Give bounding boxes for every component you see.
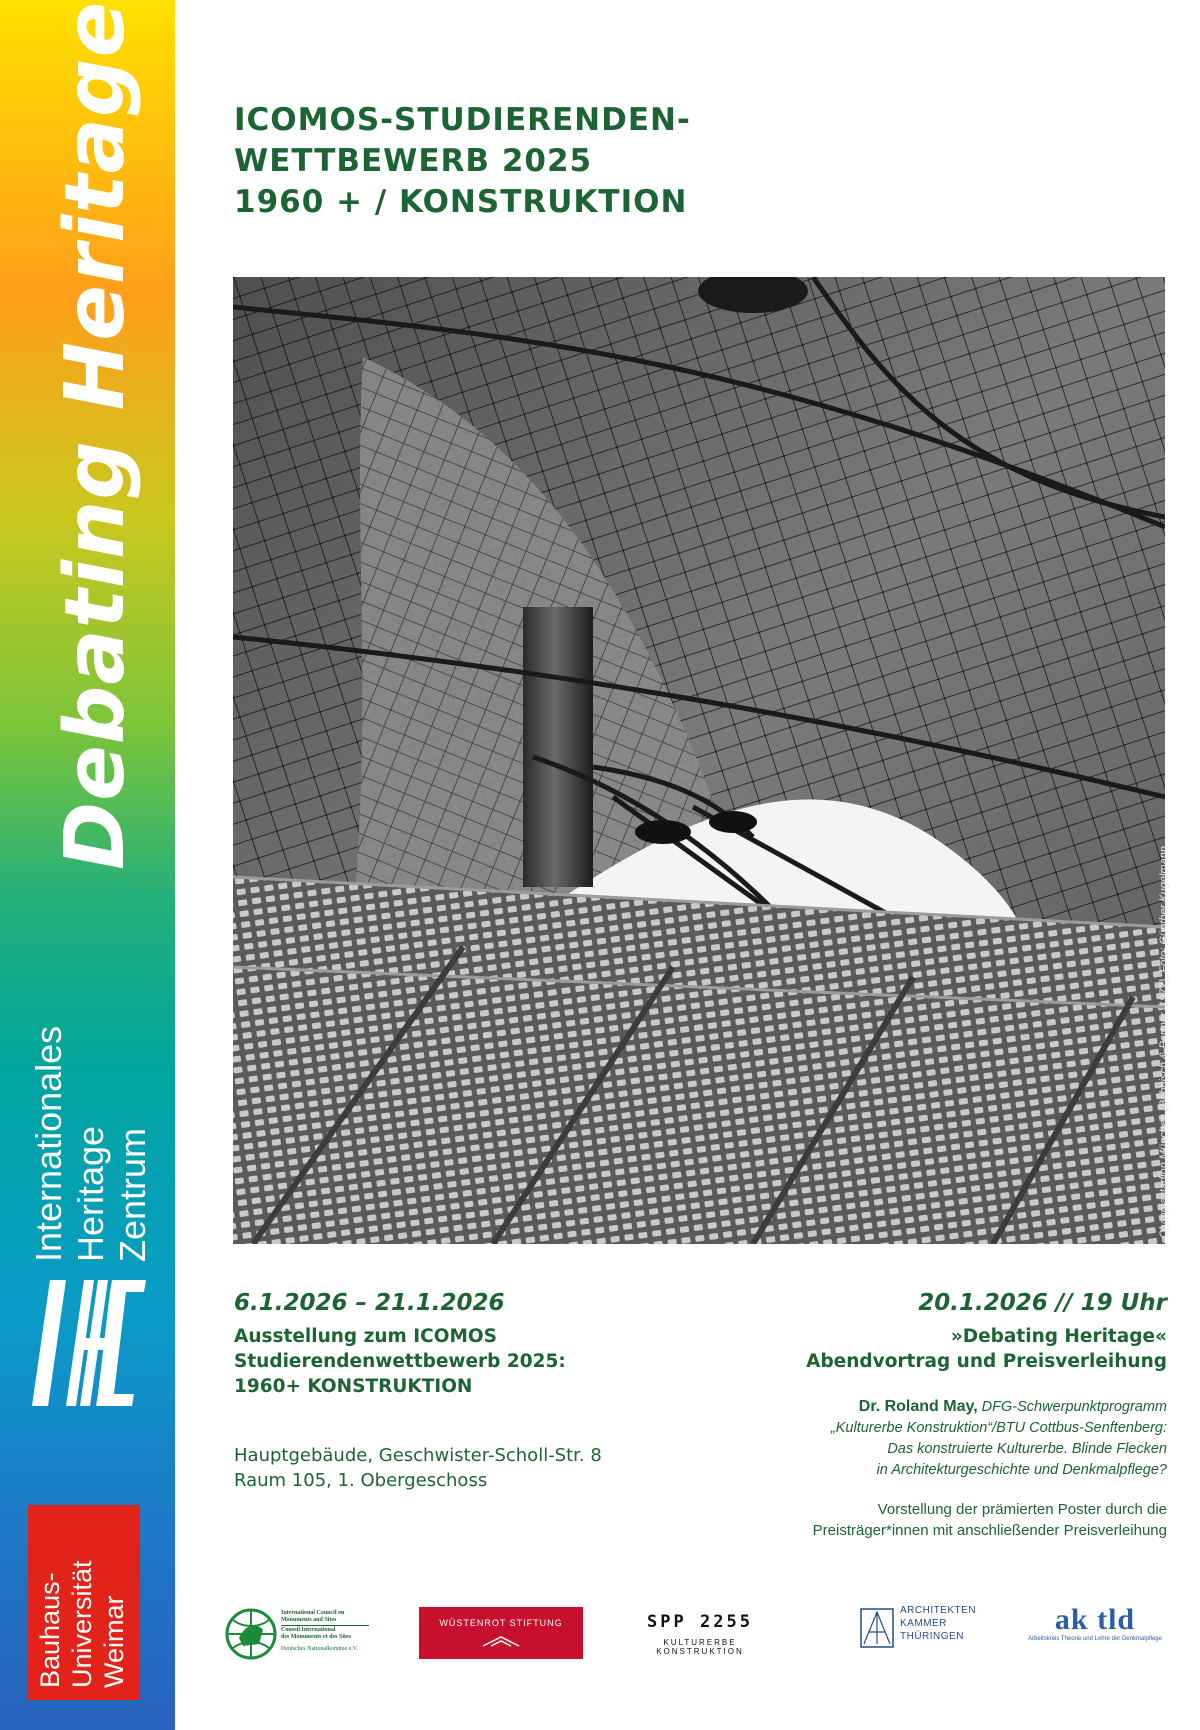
header-line-1: ICOMOS-STUDIERENDEN- <box>234 102 691 138</box>
exhibition-location-line-1: Hauptgebäude, Geschwister-Scholl-Str. 8 <box>234 1445 602 1466</box>
bauhaus-line-3: Weimar <box>99 1595 129 1688</box>
spp-2255-logo <box>620 1612 780 1656</box>
bauhaus-line-2: Universität <box>67 1560 97 1688</box>
speaker-affiliation-2: „Kulturerbe Konstruktion“/BTU Cottbus-Senftenberg: <box>830 1420 1167 1436</box>
header-line-3: 1960 + / KONSTRUKTION <box>234 184 688 220</box>
akt-line-1: ARCHITEKTEN <box>900 1605 977 1616</box>
exhibition-title-line-3: 1960+ KONSTRUKTION <box>234 1376 473 1397</box>
sponsor-logos <box>220 1600 1180 1690</box>
icomos-text-5: Deutsches Nationalkomitee e.V. <box>281 1646 358 1652</box>
competition-header <box>234 100 691 223</box>
icomos-text-3: Conseil International <box>281 1627 336 1633</box>
exhibition-title-line-2: Studierendenwettbewerb 2025: <box>234 1351 566 1372</box>
aktld-logo <box>1020 1604 1170 1664</box>
lecture-title-line-1: »Debating Heritage« <box>950 1326 1167 1347</box>
talk-title-line-2 <box>607 1460 1167 1481</box>
icomos-logo <box>223 1608 373 1660</box>
icomos-text-2: Monuments and Sites <box>281 1617 337 1623</box>
exhibition-date: 6.1.2026 – 21.1.2026 <box>234 1290 505 1316</box>
architektenkammer-icon <box>860 1608 894 1648</box>
lecture-title-line-2: Abendvortrag und Preisverleihung <box>806 1351 1167 1372</box>
icomos-text-4: des Monuments et des Sites <box>281 1634 351 1640</box>
speaker-affiliation-1: DFG-Schwerpunktprogramm <box>981 1399 1167 1415</box>
header-line-2: WETTBEWERB 2025 <box>234 143 593 179</box>
wuestenrot-roof-icon <box>481 1635 521 1647</box>
talk-title-line-1 <box>607 1439 1167 1460</box>
award-note-line-2: Preisträger*innen mit anschließender Preisverleihung <box>812 1522 1167 1539</box>
speaker-name: Dr. Roland May, <box>858 1398 978 1415</box>
ihz-name-line-2: Heritage <box>70 1125 111 1262</box>
talk-title-1: Das konstruierte Kulturerbe. Blinde Flecken <box>887 1441 1167 1457</box>
akt-line-2: KAMMER <box>900 1618 947 1629</box>
icomos-globe-icon <box>223 1608 279 1660</box>
wuestenrot-label: WÜSTENROT STIFTUNG <box>439 1618 563 1628</box>
exhibition-title-line-1: Ausstellung zum ICOMOS <box>234 1326 497 1347</box>
talk-title-2: in Architekturgeschichte und Denkmalpflege? <box>876 1462 1167 1478</box>
icomos-text-1: International Council on <box>281 1610 345 1616</box>
aktld-wordmark: ak tld <box>1054 1603 1136 1636</box>
speaker-line <box>607 1396 1167 1418</box>
debating-heritage-title: Debating Heritage <box>48 0 143 870</box>
ihz-name-line-3: Zentrum <box>112 1127 153 1262</box>
speaker-affiliation-line-2 <box>607 1418 1167 1439</box>
ihz-name-line-1: Internationales <box>28 1025 69 1262</box>
akt-line-3: THÜRINGEN <box>900 1631 964 1642</box>
rainbow-sidebar <box>0 0 175 1730</box>
lecture-info <box>607 1290 1167 1541</box>
photo-credit: Olympiastadion München (Behnisch & Partner, 1972), Foto: Günther Kugelmann <box>1158 846 1170 1238</box>
ihz-logo <box>30 1278 148 1408</box>
exhibition-info <box>234 1290 654 1493</box>
exhibition-location-line-2: Raum 105, 1. Obergeschoss <box>234 1470 488 1491</box>
bauhaus-line-1: Bauhaus- <box>35 1572 65 1688</box>
architektenkammer-logo <box>860 1604 990 1664</box>
stadium-roof-photo <box>233 277 1165 1244</box>
award-note-line-1: Vorstellung der prämierten Poster durch die <box>877 1501 1167 1518</box>
wuestenrot-logo <box>419 1607 583 1659</box>
lecture-date: 20.1.2026 // 19 Uhr <box>918 1290 1167 1316</box>
spp-title: SPP 2255 <box>647 1612 753 1632</box>
spp-subtitle: KULTURERBE KONSTRUKTION <box>656 1638 744 1656</box>
aktld-subtitle: Arbeitskreis Theorie und Lehre der Denkmalpflege <box>1028 1636 1162 1642</box>
